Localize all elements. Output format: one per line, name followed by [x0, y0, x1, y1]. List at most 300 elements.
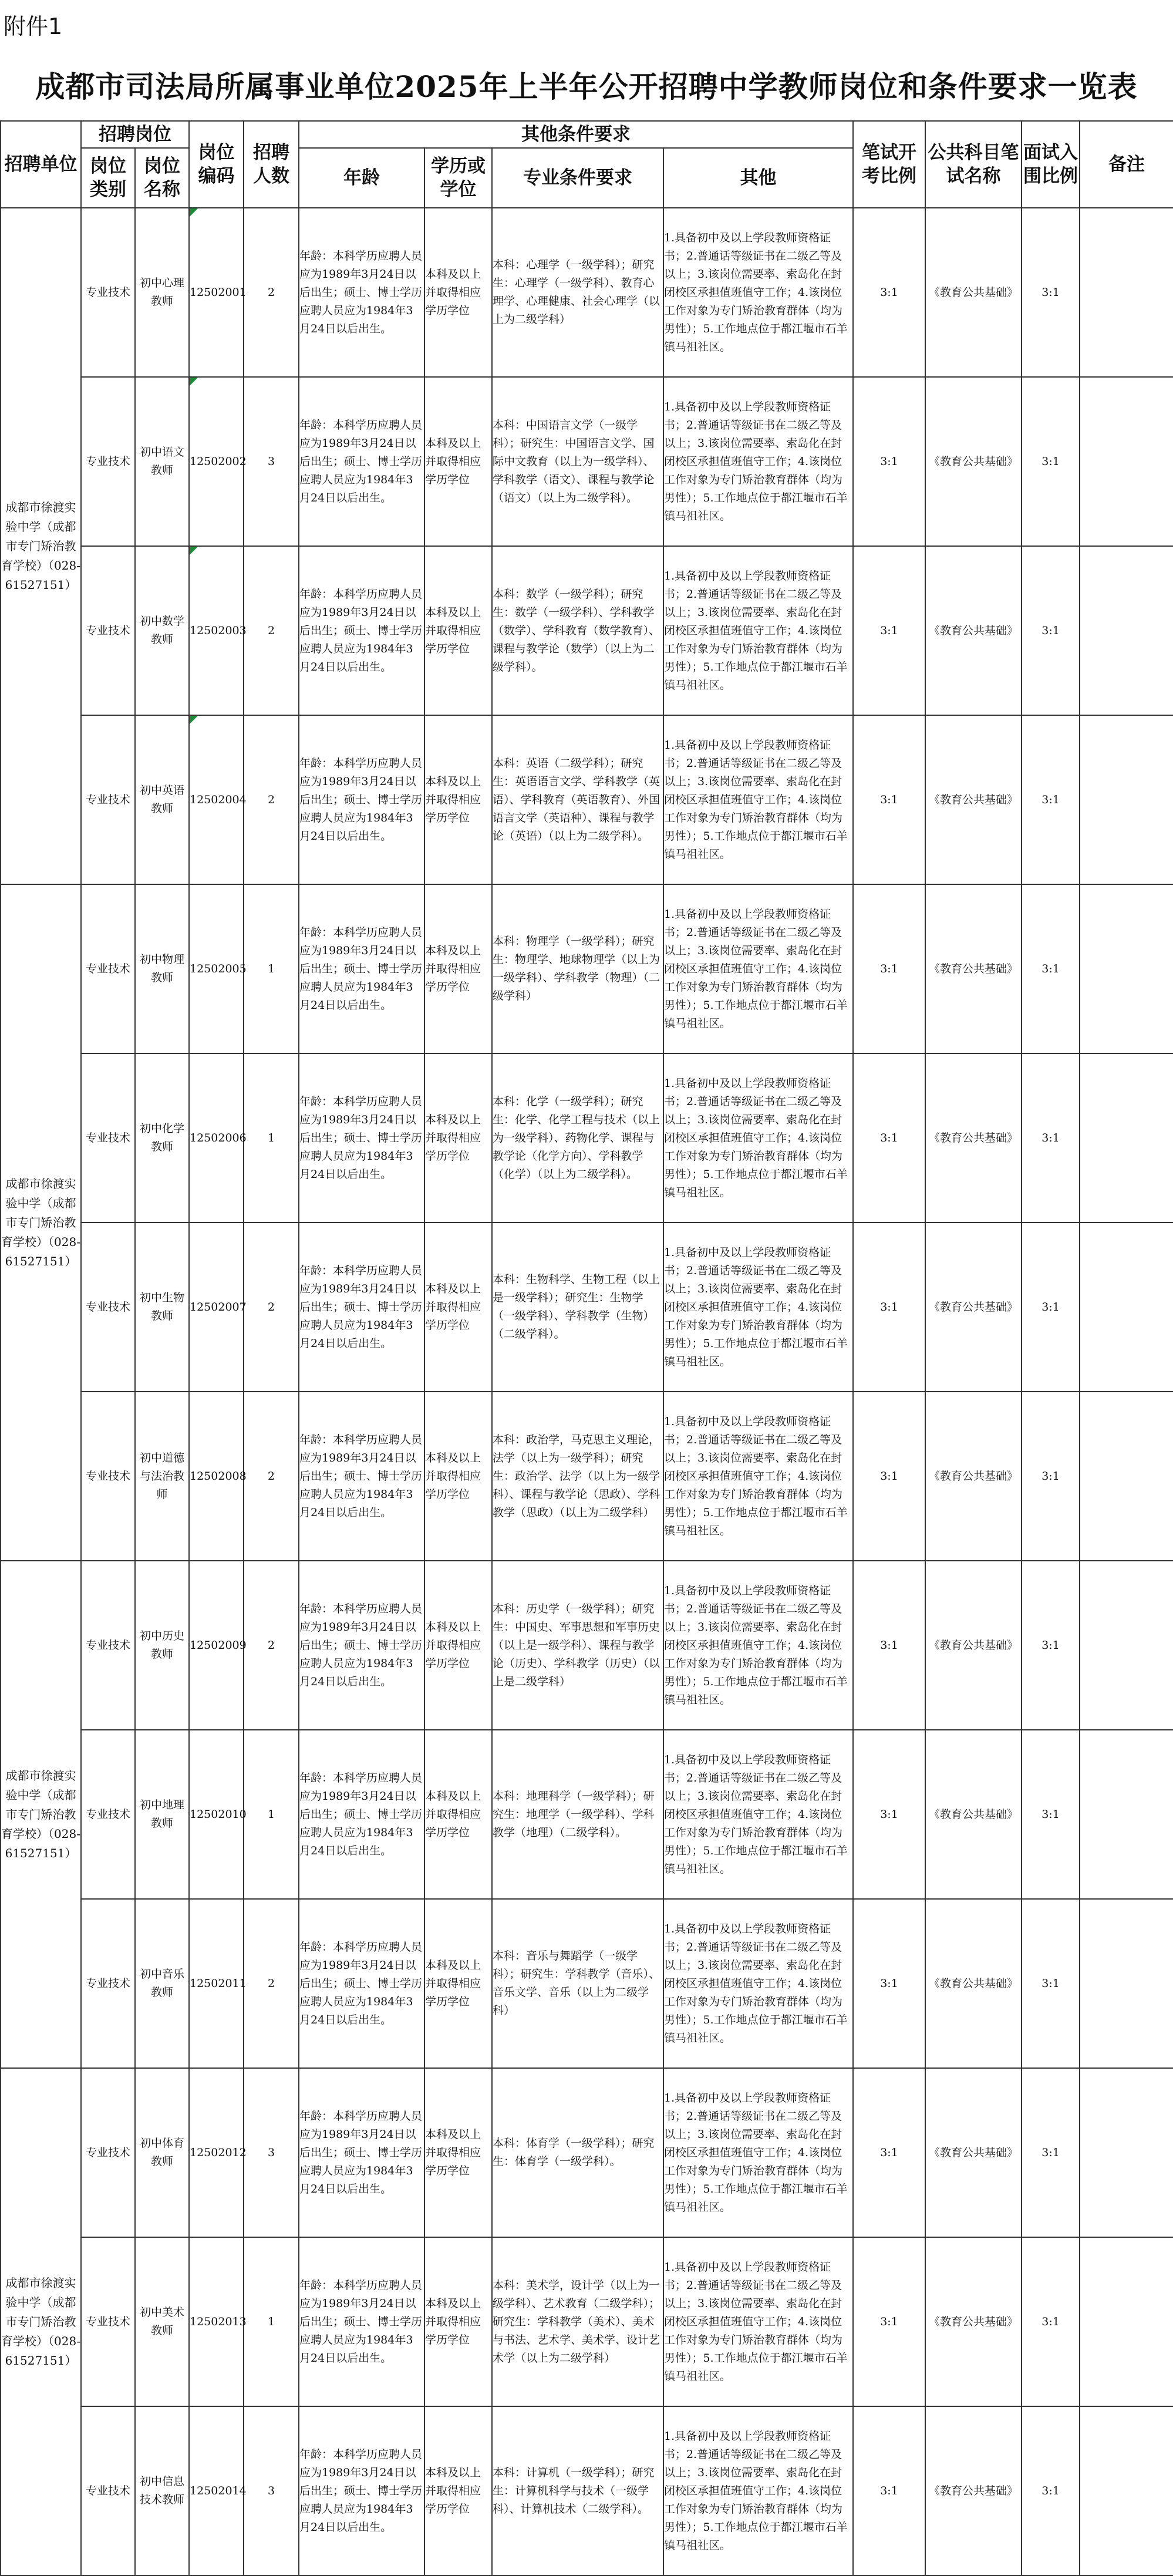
- hire-count-cell-text: 1: [267, 2315, 275, 2328]
- major-requirement-cell-text: 本科：心理学（一级学科）；研究生：心理学（一级学科）、教育心理学、心理健康、社会心理学（以上为二级学科）: [493, 258, 660, 326]
- col-unit-header: 招聘单位: [1, 121, 81, 208]
- exam-ratio-cell-text: 3:1: [880, 2315, 898, 2328]
- other-requirement-cell-text: 1.具备初中及以上学段教师资格证书；2.普通话等级证书在二级乙等及以上；3.该岗位需要率、索岛化在封闭校区承担值班值守工作；4.该岗位工作对象为专门矫治教育群体（均为男性）；5.工作地点位于都江堰市石羊镇马祖社区。: [664, 1922, 848, 2045]
- position-name-cell-text: 初中地理教师: [139, 1799, 184, 1830]
- comment-flag-icon: [190, 716, 198, 724]
- education-requirement-cell-text: 本科及以上并取得相应学历学位: [425, 944, 481, 994]
- remark-cell: [1080, 546, 1173, 715]
- exam-subject-cell: [925, 884, 1022, 1053]
- education-requirement-cell-text: 本科及以上并取得相应学历学位: [425, 1451, 481, 1501]
- major-requirement-cell: [492, 1053, 663, 1223]
- interview-ratio-cell-text: 3:1: [1041, 2484, 1060, 2497]
- position-type-cell: [81, 1730, 135, 1899]
- position-code-cell-text: 12502005: [190, 962, 247, 975]
- major-requirement-cell: [492, 1730, 663, 1899]
- age-requirement-cell-text: 年龄：本科学历应聘人员应为1989年3月24日以后出生；硕士、博士学历应聘人员应为1984年3月24日以后出生。: [299, 1602, 423, 1688]
- age-requirement-cell: [299, 208, 424, 377]
- interview-ratio-cell: [1022, 1561, 1080, 1730]
- hire-count-cell: [244, 2068, 299, 2237]
- position-code-cell: [189, 377, 247, 546]
- table-row: [1, 1730, 1173, 1899]
- exam-ratio-cell: [853, 715, 925, 884]
- position-name-cell: [135, 715, 189, 884]
- hire-count-cell-text: 2: [267, 793, 275, 806]
- major-requirement-cell: [492, 1223, 663, 1392]
- age-requirement-cell: [299, 1561, 424, 1730]
- position-name-cell: [135, 2068, 189, 2237]
- position-type-cell-text: 专业技术: [85, 1638, 130, 1652]
- position-code-cell: [189, 1223, 247, 1392]
- major-requirement-cell-text: 本科：物理学（一级学科）；研究生：物理学、地球物理学（以上为一级学科）、学科教学（物理）（二级学科）: [493, 935, 660, 1002]
- table-row: [1, 884, 1173, 1053]
- exam-ratio-cell-text: 3:1: [880, 454, 898, 468]
- position-code-cell-text: 12502011: [190, 1976, 247, 1990]
- exam-subject-cell-text: 《教育公共基础》: [928, 285, 1018, 299]
- major-requirement-cell-text: 本科：历史学（一级学科）；研究生：中国史、军事思想和军事历史（以上是一级学科）、课程与教学论（历史）、学科教学（历史）（以上是二级学科）: [493, 1602, 660, 1688]
- comment-flag-icon: [190, 208, 198, 217]
- other-requirement-cell: [663, 2237, 853, 2406]
- major-requirement-cell-text: 本科：体育学（一级学科）；研究生：体育学（一级学科）。: [493, 2137, 655, 2168]
- interview-ratio-cell: [1022, 1392, 1080, 1561]
- position-type-cell-text: 专业技术: [85, 2146, 130, 2159]
- exam-ratio-cell-text: 3:1: [880, 1131, 898, 1144]
- major-requirement-cell: [492, 715, 663, 884]
- interview-ratio-cell: [1022, 1223, 1080, 1392]
- other-requirement-cell-text: 1.具备初中及以上学段教师资格证书；2.普通话等级证书在二级乙等及以上；3.该岗位需要率、索岛化在封闭校区承担值班值守工作；4.该岗位工作对象为专门矫治教育群体（均为男性）；5.工作地点位于都江堰市石羊镇马祖社区。: [664, 231, 848, 353]
- age-requirement-cell: [299, 1392, 424, 1561]
- table-row: [1, 1223, 1173, 1392]
- hire-count-cell: [244, 2237, 299, 2406]
- col-education-header: 学历或学位: [424, 148, 492, 208]
- other-requirement-cell: [663, 377, 853, 546]
- interview-ratio-cell-text: 3:1: [1041, 1638, 1060, 1652]
- position-code-cell: [189, 2406, 247, 2575]
- position-type-cell-text: 专业技术: [85, 1131, 130, 1144]
- interview-ratio-cell: [1022, 884, 1080, 1053]
- col-count-header: 招聘人数: [244, 121, 299, 208]
- position-code-cell: [189, 1392, 247, 1561]
- hire-count-cell: [244, 1223, 299, 1392]
- interview-ratio-cell-text: 3:1: [1041, 1469, 1060, 1483]
- exam-subject-cell: [925, 715, 1022, 884]
- col-age-header: 年龄: [299, 148, 424, 208]
- position-code-cell-text: 12502003: [190, 624, 247, 637]
- other-requirement-cell: [663, 1223, 853, 1392]
- exam-subject-cell-text: 《教育公共基础》: [928, 962, 1018, 975]
- position-type-cell: [81, 1223, 135, 1392]
- education-requirement-cell: [424, 1561, 492, 1730]
- education-requirement-cell: [424, 1899, 492, 2068]
- interview-ratio-cell-text: 3:1: [1041, 1300, 1060, 1314]
- age-requirement-cell-text: 年龄：本科学历应聘人员应为1989年3月24日以后出生；硕士、博士学历应聘人员应为1984年3月24日以后出生。: [299, 925, 423, 1012]
- major-requirement-cell: [492, 2068, 663, 2237]
- position-name-cell-text: 初中化学教师: [139, 1122, 184, 1153]
- other-requirement-cell: [663, 2068, 853, 2237]
- exam-ratio-cell-text: 3:1: [880, 1638, 898, 1652]
- remark-cell: [1080, 208, 1173, 377]
- major-requirement-cell-text: 本科：地理科学（一级学科）；研究生：地理学（一级学科）、学科教学（地理）（二级学科）。: [493, 1789, 655, 1839]
- other-requirement-cell: [663, 884, 853, 1053]
- position-name-cell: [135, 1053, 189, 1223]
- unit-name-cell: 成都市徐渡实验中学（成都市专门矫治教育学校）（028-61527151）: [1, 2068, 81, 2575]
- position-type-cell: [81, 208, 135, 377]
- position-name-cell-text: 初中英语教师: [139, 784, 184, 815]
- remark-cell: [1080, 884, 1173, 1053]
- position-name-cell: [135, 2237, 189, 2406]
- position-name-cell-text: 初中音乐教师: [139, 1968, 184, 1999]
- major-requirement-cell: [492, 2237, 663, 2406]
- exam-ratio-cell: [853, 1392, 925, 1561]
- hire-count-cell-text: 2: [267, 285, 275, 299]
- interview-ratio-cell-text: 3:1: [1041, 285, 1060, 299]
- exam-subject-cell-text: 《教育公共基础》: [928, 2484, 1018, 2497]
- remark-cell: [1080, 1053, 1173, 1223]
- col-exam-ratio-header: 笔试开考比例: [853, 121, 925, 208]
- major-requirement-cell-text: 本科：中国语言文学（一级学科）；研究生：中国语言文学、国际中文教育（以上为一级学科）、学科教学（语文）、课程与教学论（语文）（以上为二级学科）。: [493, 418, 655, 504]
- table-row: [1, 715, 1173, 884]
- position-code-cell-text: 12502013: [190, 2315, 247, 2328]
- exam-ratio-cell-text: 3:1: [880, 793, 898, 806]
- hire-count-cell: [244, 546, 299, 715]
- hire-count-cell-text: 3: [267, 2484, 275, 2497]
- table-row: [1, 1899, 1173, 2068]
- exam-subject-cell: [925, 1561, 1022, 1730]
- age-requirement-cell-text: 年龄：本科学历应聘人员应为1989年3月24日以后出生；硕士、博士学历应聘人员应为1984年3月24日以后出生。: [299, 756, 423, 843]
- interview-ratio-cell-text: 3:1: [1041, 2146, 1060, 2159]
- age-requirement-cell: [299, 715, 424, 884]
- other-requirement-cell: [663, 1899, 853, 2068]
- position-type-cell: [81, 377, 135, 546]
- table-row: [1, 2237, 1173, 2406]
- exam-subject-cell: [925, 1730, 1022, 1899]
- hire-count-cell: [244, 1899, 299, 2068]
- other-requirement-cell: [663, 546, 853, 715]
- major-requirement-cell: [492, 546, 663, 715]
- position-code-cell: [189, 1561, 247, 1730]
- other-requirement-cell: [663, 1561, 853, 1730]
- exam-subject-cell-text: 《教育公共基础》: [928, 1976, 1018, 1990]
- table-row: [1, 1053, 1173, 1223]
- position-name-cell: [135, 1392, 189, 1561]
- position-type-cell: [81, 1561, 135, 1730]
- exam-subject-cell-text: 《教育公共基础》: [928, 1300, 1018, 1314]
- position-type-cell-text: 专业技术: [85, 793, 130, 806]
- education-requirement-cell: [424, 546, 492, 715]
- exam-ratio-cell: [853, 208, 925, 377]
- position-code-cell: [189, 546, 247, 715]
- major-requirement-cell: [492, 1561, 663, 1730]
- exam-subject-cell-text: 《教育公共基础》: [928, 1807, 1018, 1821]
- age-requirement-cell-text: 年龄：本科学历应聘人员应为1989年3月24日以后出生；硕士、博士学历应聘人员应为1984年3月24日以后出生。: [299, 2109, 423, 2196]
- position-type-cell-text: 专业技术: [85, 962, 130, 975]
- other-requirement-cell-text: 1.具备初中及以上学段教师资格证书；2.普通话等级证书在二级乙等及以上；3.该岗位需要率、索岛化在封闭校区承担值班值守工作；4.该岗位工作对象为专门矫治教育群体（均为男性）；5.工作地点位于都江堰市石羊镇马祖社区。: [664, 2260, 848, 2383]
- interview-ratio-cell-text: 3:1: [1041, 962, 1060, 975]
- position-name-cell-text: 初中心理教师: [139, 277, 184, 308]
- interview-ratio-cell: [1022, 2237, 1080, 2406]
- exam-ratio-cell: [853, 546, 925, 715]
- interview-ratio-cell: [1022, 208, 1080, 377]
- position-name-cell-text: 初中数学教师: [139, 615, 184, 646]
- other-requirement-cell: [663, 208, 853, 377]
- col-exam-subject-header: 公共科目笔试名称: [925, 121, 1022, 208]
- position-name-cell: [135, 1899, 189, 2068]
- annex-label: 附件1: [4, 14, 63, 39]
- age-requirement-cell: [299, 2406, 424, 2575]
- exam-ratio-cell-text: 3:1: [880, 2146, 898, 2159]
- other-requirement-cell-text: 1.具备初中及以上学段教师资格证书；2.普通话等级证书在二级乙等及以上；3.该岗位需要率、索岛化在封闭校区承担值班值守工作；4.该岗位工作对象为专门矫治教育群体（均为男性）；5.工作地点位于都江堰市石羊镇马祖社区。: [664, 738, 848, 861]
- hire-count-cell: [244, 884, 299, 1053]
- other-requirement-cell: [663, 715, 853, 884]
- position-code-cell: [189, 884, 247, 1053]
- position-name-cell-text: 初中信息技术教师: [139, 2475, 184, 2506]
- hire-count-cell-text: 1: [267, 962, 275, 975]
- position-type-cell: [81, 2406, 135, 2575]
- table-row: [1, 377, 1173, 546]
- interview-ratio-cell-text: 3:1: [1041, 1131, 1060, 1144]
- exam-ratio-cell-text: 3:1: [880, 624, 898, 637]
- other-requirement-cell: [663, 1730, 853, 1899]
- hire-count-cell-text: 1: [267, 1131, 275, 1144]
- education-requirement-cell: [424, 2068, 492, 2237]
- other-requirement-cell: [663, 2406, 853, 2575]
- age-requirement-cell-text: 年龄：本科学历应聘人员应为1989年3月24日以后出生；硕士、博士学历应聘人员应为1984年3月24日以后出生。: [299, 1771, 423, 1857]
- hire-count-cell: [244, 1053, 299, 1223]
- interview-ratio-cell: [1022, 1053, 1080, 1223]
- major-requirement-cell: [492, 1899, 663, 2068]
- position-type-cell-text: 专业技术: [85, 1976, 130, 1990]
- position-type-cell-text: 专业技术: [85, 2315, 130, 2328]
- position-type-cell: [81, 884, 135, 1053]
- exam-ratio-cell: [853, 1899, 925, 2068]
- col-position-name-header: 岗位名称: [135, 148, 189, 208]
- position-name-cell: [135, 377, 189, 546]
- major-requirement-cell-text: 本科：美术学，设计学（以上为一级学科）、艺术教育（二级学科）；研究生：学科教学（美术）、美术与书法、艺术学、美术学、设计艺术学（以上为二级学科）: [493, 2278, 660, 2365]
- major-requirement-cell-text: 本科：数学（一级学科）；研究生：数学（一级学科）、学科教学（数学）、学科教育（数学教育）、课程与教学论（数学）（以上为二级学科）。: [493, 587, 660, 674]
- interview-ratio-cell: [1022, 1899, 1080, 2068]
- age-requirement-cell: [299, 377, 424, 546]
- other-requirement-cell-text: 1.具备初中及以上学段教师资格证书；2.普通话等级证书在二级乙等及以上；3.该岗位需要率、索岛化在封闭校区承担值班值守工作；4.该岗位工作对象为专门矫治教育群体（均为男性）；5.工作地点位于都江堰市石羊镇马祖社区。: [664, 1753, 848, 1875]
- exam-ratio-cell: [853, 1730, 925, 1899]
- position-code-cell: [189, 2237, 247, 2406]
- exam-subject-cell: [925, 546, 1022, 715]
- education-requirement-cell-text: 本科及以上并取得相应学历学位: [425, 605, 481, 655]
- unit-name-cell: 成都市徐渡实验中学（成都市专门矫治教育学校）（028-61527151）: [1, 1561, 81, 2068]
- position-code-cell: [189, 1899, 247, 2068]
- major-requirement-cell-text: 本科：政治学，马克思主义理论，法学（以上为一级学科）；研究生：政治学、法学（以上为一级学科）、课程与教学论（思政）、学科教学（思政）（以上为二级学科）: [493, 1433, 660, 1519]
- interview-ratio-cell: [1022, 377, 1080, 546]
- position-name-cell: [135, 1730, 189, 1899]
- exam-subject-cell-text: 《教育公共基础》: [928, 1638, 1018, 1652]
- exam-ratio-cell-text: 3:1: [880, 1976, 898, 1990]
- age-requirement-cell-text: 年龄：本科学历应聘人员应为1989年3月24日以后出生；硕士、博士学历应聘人员应为1984年3月24日以后出生。: [299, 587, 423, 674]
- recruitment-table: [0, 120, 1173, 2576]
- interview-ratio-cell: [1022, 2068, 1080, 2237]
- exam-ratio-cell-text: 3:1: [880, 285, 898, 299]
- table-row: [1, 208, 1173, 377]
- position-code-cell: [189, 1730, 247, 1899]
- exam-subject-cell-text: 《教育公共基础》: [928, 624, 1018, 637]
- major-requirement-cell-text: 本科：音乐与舞蹈学（一级学科）；研究生：学科教学（音乐）、音乐文学、音乐（以上为二级学科）: [493, 1949, 660, 2017]
- exam-ratio-cell-text: 3:1: [880, 2484, 898, 2497]
- interview-ratio-cell: [1022, 2406, 1080, 2575]
- position-name-cell-text: 初中道德与法治教师: [139, 1451, 184, 1501]
- other-requirement-cell-text: 1.具备初中及以上学段教师资格证书；2.普通话等级证书在二级乙等及以上；3.该岗位需要率、索岛化在封闭校区承担值班值守工作；4.该岗位工作对象为专门矫治教育群体（均为男性）；5.工作地点位于都江堰市石羊镇马祖社区。: [664, 907, 848, 1030]
- age-requirement-cell-text: 年龄：本科学历应聘人员应为1989年3月24日以后出生；硕士、博士学历应聘人员应为1984年3月24日以后出生。: [299, 249, 423, 335]
- remark-cell: [1080, 1899, 1173, 2068]
- remark-cell: [1080, 2406, 1173, 2575]
- comment-flag-icon: [190, 547, 198, 555]
- col-other-header: 其他: [663, 148, 853, 208]
- exam-subject-cell: [925, 2406, 1022, 2575]
- age-requirement-cell: [299, 1730, 424, 1899]
- exam-subject-cell: [925, 208, 1022, 377]
- remark-cell: [1080, 1561, 1173, 1730]
- col-remark-header: 备注: [1080, 121, 1173, 208]
- major-requirement-cell: [492, 208, 663, 377]
- table-row: [1, 1561, 1173, 1730]
- col-position-group-header: 招聘岗位: [81, 121, 189, 148]
- position-name-cell-text: 初中美术教师: [139, 2306, 184, 2337]
- education-requirement-cell: [424, 377, 492, 546]
- position-type-cell-text: 专业技术: [85, 1300, 130, 1314]
- interview-ratio-cell: [1022, 715, 1080, 884]
- age-requirement-cell-text: 年龄：本科学历应聘人员应为1989年3月24日以后出生；硕士、博士学历应聘人员应为1984年3月24日以后出生。: [299, 2447, 423, 2534]
- position-name-cell-text: 初中体育教师: [139, 2137, 184, 2168]
- table-row: [1, 2068, 1173, 2237]
- position-code-cell: [189, 715, 247, 884]
- exam-subject-cell: [925, 2237, 1022, 2406]
- hire-count-cell: [244, 2406, 299, 2575]
- age-requirement-cell: [299, 884, 424, 1053]
- interview-ratio-cell-text: 3:1: [1041, 1976, 1060, 1990]
- other-requirement-cell-text: 1.具备初中及以上学段教师资格证书；2.普通话等级证书在二级乙等及以上；3.该岗位需要率、索岛化在封闭校区承担值班值守工作；4.该岗位工作对象为专门矫治教育群体（均为男性）；5.工作地点位于都江堰市石羊镇马祖社区。: [664, 1245, 848, 1368]
- exam-subject-cell: [925, 1392, 1022, 1561]
- age-requirement-cell: [299, 2068, 424, 2237]
- position-name-cell: [135, 2406, 189, 2575]
- position-name-cell: [135, 1561, 189, 1730]
- position-code-cell-text: 12502001: [190, 285, 247, 299]
- interview-ratio-cell-text: 3:1: [1041, 1807, 1060, 1821]
- exam-subject-cell-text: 《教育公共基础》: [928, 793, 1018, 806]
- hire-count-cell-text: 2: [267, 1300, 275, 1314]
- hire-count-cell-text: 3: [267, 2146, 275, 2159]
- other-requirement-cell: [663, 1053, 853, 1223]
- position-name-cell-text: 初中物理教师: [139, 953, 184, 984]
- major-requirement-cell-text: 本科：化学（一级学科）；研究生：化学、化学工程与技术（以上为一级学科）、药物化学、课程与教学论（化学方向）、学科教学（化学）（以上为二级学科）。: [493, 1095, 660, 1181]
- education-requirement-cell-text: 本科及以上并取得相应学历学位: [425, 1789, 481, 1839]
- position-type-cell-text: 专业技术: [85, 1807, 130, 1821]
- position-name-cell: [135, 208, 189, 377]
- position-type-cell: [81, 2237, 135, 2406]
- hire-count-cell: [244, 715, 299, 884]
- age-requirement-cell: [299, 1899, 424, 2068]
- exam-ratio-cell: [853, 1053, 925, 1223]
- major-requirement-cell: [492, 2406, 663, 2575]
- exam-subject-cell-text: 《教育公共基础》: [928, 1469, 1018, 1483]
- position-type-cell: [81, 2068, 135, 2237]
- col-major-header: 专业条件要求: [492, 148, 663, 208]
- other-requirement-cell-text: 1.具备初中及以上学段教师资格证书；2.普通话等级证书在二级乙等及以上；3.该岗位需要率、索岛化在封闭校区承担值班值守工作；4.该岗位工作对象为专门矫治教育群体（均为男性）；5.工作地点位于都江堰市石羊镇马祖社区。: [664, 1076, 848, 1199]
- hire-count-cell: [244, 1730, 299, 1899]
- other-requirement-cell-text: 1.具备初中及以上学段教师资格证书；2.普通话等级证书在二级乙等及以上；3.该岗位需要率、索岛化在封闭校区承担值班值守工作；4.该岗位工作对象为专门矫治教育群体（均为男性）；5.工作地点位于都江堰市石羊镇马祖社区。: [664, 400, 848, 523]
- exam-ratio-cell-text: 3:1: [880, 1300, 898, 1314]
- hire-count-cell-text: 2: [267, 1976, 275, 1990]
- education-requirement-cell-text: 本科及以上并取得相应学历学位: [425, 2466, 481, 2516]
- age-requirement-cell: [299, 2237, 424, 2406]
- position-type-cell-text: 专业技术: [85, 2484, 130, 2497]
- other-requirement-cell-text: 1.具备初中及以上学段教师资格证书；2.普通话等级证书在二级乙等及以上；3.该岗位需要率、索岛化在封闭校区承担值班值守工作；4.该岗位工作对象为专门矫治教育群体（均为男性）；5.工作地点位于都江堰市石羊镇马祖社区。: [664, 569, 848, 692]
- exam-subject-cell-text: 《教育公共基础》: [928, 2146, 1018, 2159]
- other-requirement-cell-text: 1.具备初中及以上学段教师资格证书；2.普通话等级证书在二级乙等及以上；3.该岗位需要率、索岛化在封闭校区承担值班值守工作；4.该岗位工作对象为专门矫治教育群体（均为男性）；5.工作地点位于都江堰市石羊镇马祖社区。: [664, 1415, 848, 1537]
- other-requirement-cell-text: 1.具备初中及以上学段教师资格证书；2.普通话等级证书在二级乙等及以上；3.该岗位需要率、索岛化在封闭校区承担值班值守工作；4.该岗位工作对象为专门矫治教育群体（均为男性）；5.工作地点位于都江堰市石羊镇马祖社区。: [664, 2429, 848, 2552]
- unit-name-cell: 成都市徐渡实验中学（成都市专门矫治教育学校）（028-61527151）: [1, 208, 81, 884]
- col-other-group-header: 其他条件要求: [299, 121, 853, 148]
- exam-ratio-cell-text: 3:1: [880, 1807, 898, 1821]
- education-requirement-cell-text: 本科及以上并取得相应学历学位: [425, 2296, 481, 2346]
- hire-count-cell-text: 2: [267, 624, 275, 637]
- exam-subject-cell-text: 《教育公共基础》: [928, 2315, 1018, 2328]
- hire-count-cell-text: 3: [267, 454, 275, 468]
- position-name-cell-text: 初中语文教师: [139, 446, 184, 477]
- education-requirement-cell: [424, 2237, 492, 2406]
- exam-ratio-cell: [853, 377, 925, 546]
- age-requirement-cell-text: 年龄：本科学历应聘人员应为1989年3月24日以后出生；硕士、博士学历应聘人员应为1984年3月24日以后出生。: [299, 418, 423, 504]
- position-code-cell-text: 12502008: [190, 1469, 247, 1483]
- exam-ratio-cell: [853, 1223, 925, 1392]
- position-name-cell: [135, 1223, 189, 1392]
- interview-ratio-cell-text: 3:1: [1041, 454, 1060, 468]
- hire-count-cell-text: 2: [267, 1638, 275, 1652]
- major-requirement-cell-text: 本科：生物科学、生物工程（以上是一级学科）；研究生：生物学（一级学科）、学科教学（生物）（二级学科）。: [493, 1273, 660, 1341]
- education-requirement-cell-text: 本科及以上并取得相应学历学位: [425, 436, 481, 486]
- exam-ratio-cell-text: 3:1: [880, 1469, 898, 1483]
- exam-subject-cell: [925, 2068, 1022, 2237]
- exam-subject-cell: [925, 1899, 1022, 2068]
- position-type-cell: [81, 715, 135, 884]
- age-requirement-cell: [299, 1053, 424, 1223]
- education-requirement-cell-text: 本科及以上并取得相应学历学位: [425, 2127, 481, 2177]
- hire-count-cell: [244, 208, 299, 377]
- exam-ratio-cell: [853, 2068, 925, 2237]
- position-code-cell: [189, 208, 247, 377]
- position-name-cell-text: 初中历史教师: [139, 1629, 184, 1661]
- page-title: 成都市司法局所属事业单位2025年上半年公开招聘中学教师岗位和条件要求一览表: [35, 69, 1138, 104]
- education-requirement-cell-text: 本科及以上并取得相应学历学位: [425, 1113, 481, 1163]
- table-row: [1, 1392, 1173, 1561]
- interview-ratio-cell: [1022, 1730, 1080, 1899]
- other-requirement-cell: [663, 1392, 853, 1561]
- age-requirement-cell-text: 年龄：本科学历应聘人员应为1989年3月24日以后出生；硕士、博士学历应聘人员应为1984年3月24日以后出生。: [299, 1433, 423, 1519]
- remark-cell: [1080, 377, 1173, 546]
- position-code-cell-text: 12502007: [190, 1300, 247, 1314]
- interview-ratio-cell-text: 3:1: [1041, 793, 1060, 806]
- remark-cell: [1080, 2237, 1173, 2406]
- remark-cell: [1080, 1223, 1173, 1392]
- education-requirement-cell: [424, 208, 492, 377]
- exam-ratio-cell: [853, 884, 925, 1053]
- age-requirement-cell: [299, 546, 424, 715]
- exam-subject-cell: [925, 377, 1022, 546]
- position-code-cell-text: 12502012: [190, 2146, 247, 2159]
- position-code-cell: [189, 1053, 247, 1223]
- age-requirement-cell-text: 年龄：本科学历应聘人员应为1989年3月24日以后出生；硕士、博士学历应聘人员应为1984年3月24日以后出生。: [299, 2278, 423, 2365]
- other-requirement-cell-text: 1.具备初中及以上学段教师资格证书；2.普通话等级证书在二级乙等及以上；3.该岗位需要率、索岛化在封闭校区承担值班值守工作；4.该岗位工作对象为专门矫治教育群体（均为男性）；5.工作地点位于都江堰市石羊镇马祖社区。: [664, 2091, 848, 2214]
- education-requirement-cell: [424, 1730, 492, 1899]
- education-requirement-cell: [424, 2406, 492, 2575]
- interview-ratio-cell: [1022, 546, 1080, 715]
- major-requirement-cell: [492, 377, 663, 546]
- exam-ratio-cell: [853, 2406, 925, 2575]
